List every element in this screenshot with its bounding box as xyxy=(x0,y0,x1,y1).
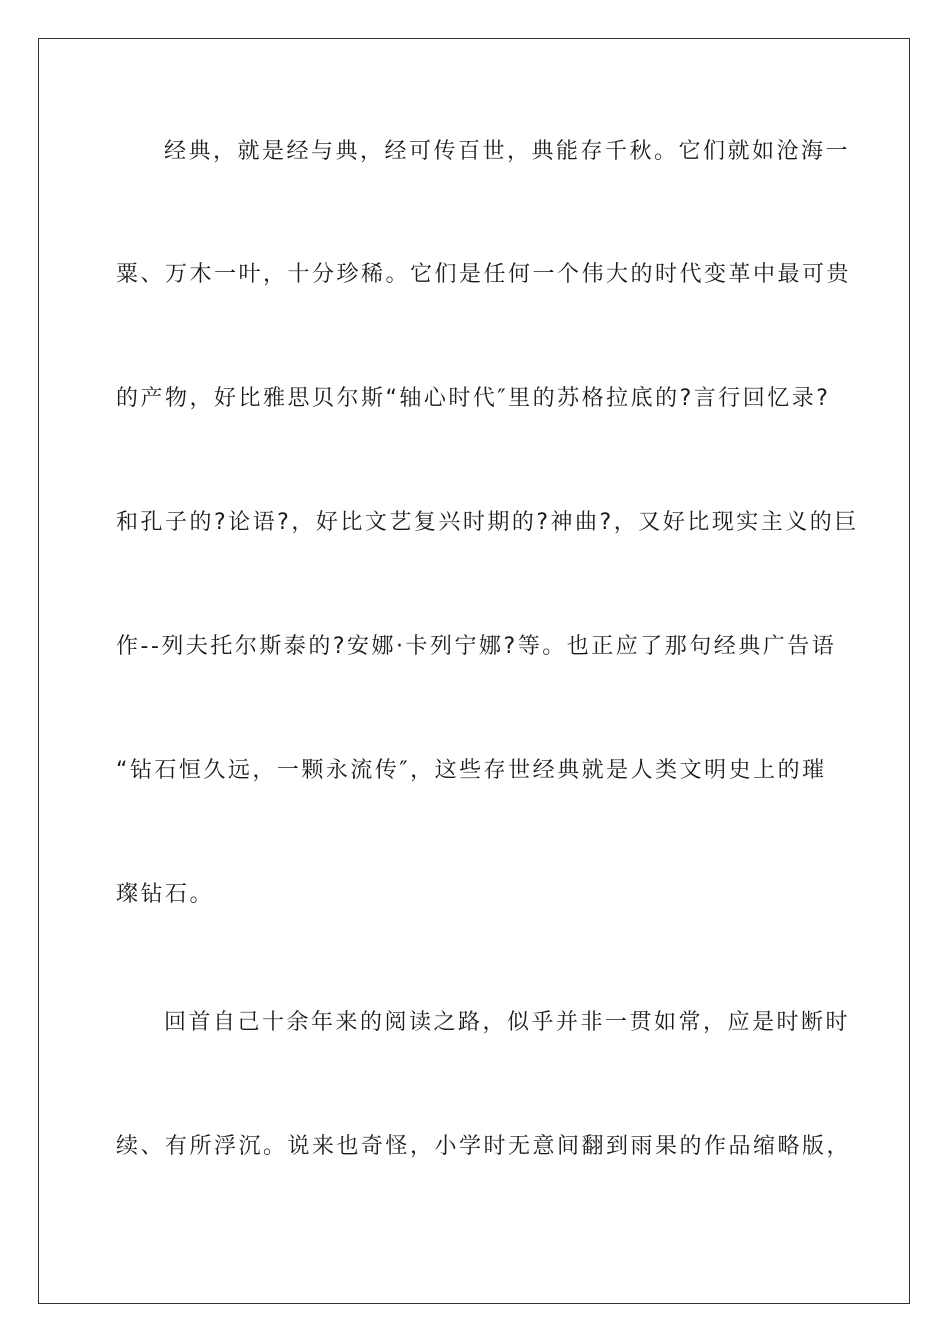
paragraph-1-line-7: 璨钻石。 xyxy=(116,882,215,907)
paragraph-2-line-2: 续、有所浮沉。说来也奇怪，小学时无意间翻到雨果的作品缩略版， xyxy=(116,1134,852,1159)
paragraph-2-line-1: 回首自己十余年来的阅读之路，似乎并非一贯如常，应是时断时 xyxy=(164,1010,851,1035)
paragraph-1-line-3: 的产物，好比雅思贝尔斯“轴心时代″里的苏格拉底的?言行回忆录? xyxy=(116,386,831,411)
paragraph-1-line-2: 粟、万木一叶，十分珍稀。它们是任何一个伟大的时代变革中最可贵 xyxy=(116,262,852,287)
paragraph-1-line-6: “钻石恒久远，一颗永流传″，这些存世经典就是人类文明史上的璀 xyxy=(116,758,827,783)
paragraph-1-line-1: 经典，就是经与典，经可传百世，典能存千秋。它们就如沧海一 xyxy=(164,139,851,164)
paragraph-1-line-4: 和孔子的?论语?，好比文艺复兴时期的?神曲?，又好比现实主义的巨 xyxy=(116,510,859,535)
page-border xyxy=(38,38,910,1304)
paragraph-1-line-5: 作--列夫托尔斯泰的?安娜·卡列宁娜?等。也正应了那句经典广告语 xyxy=(116,634,837,659)
